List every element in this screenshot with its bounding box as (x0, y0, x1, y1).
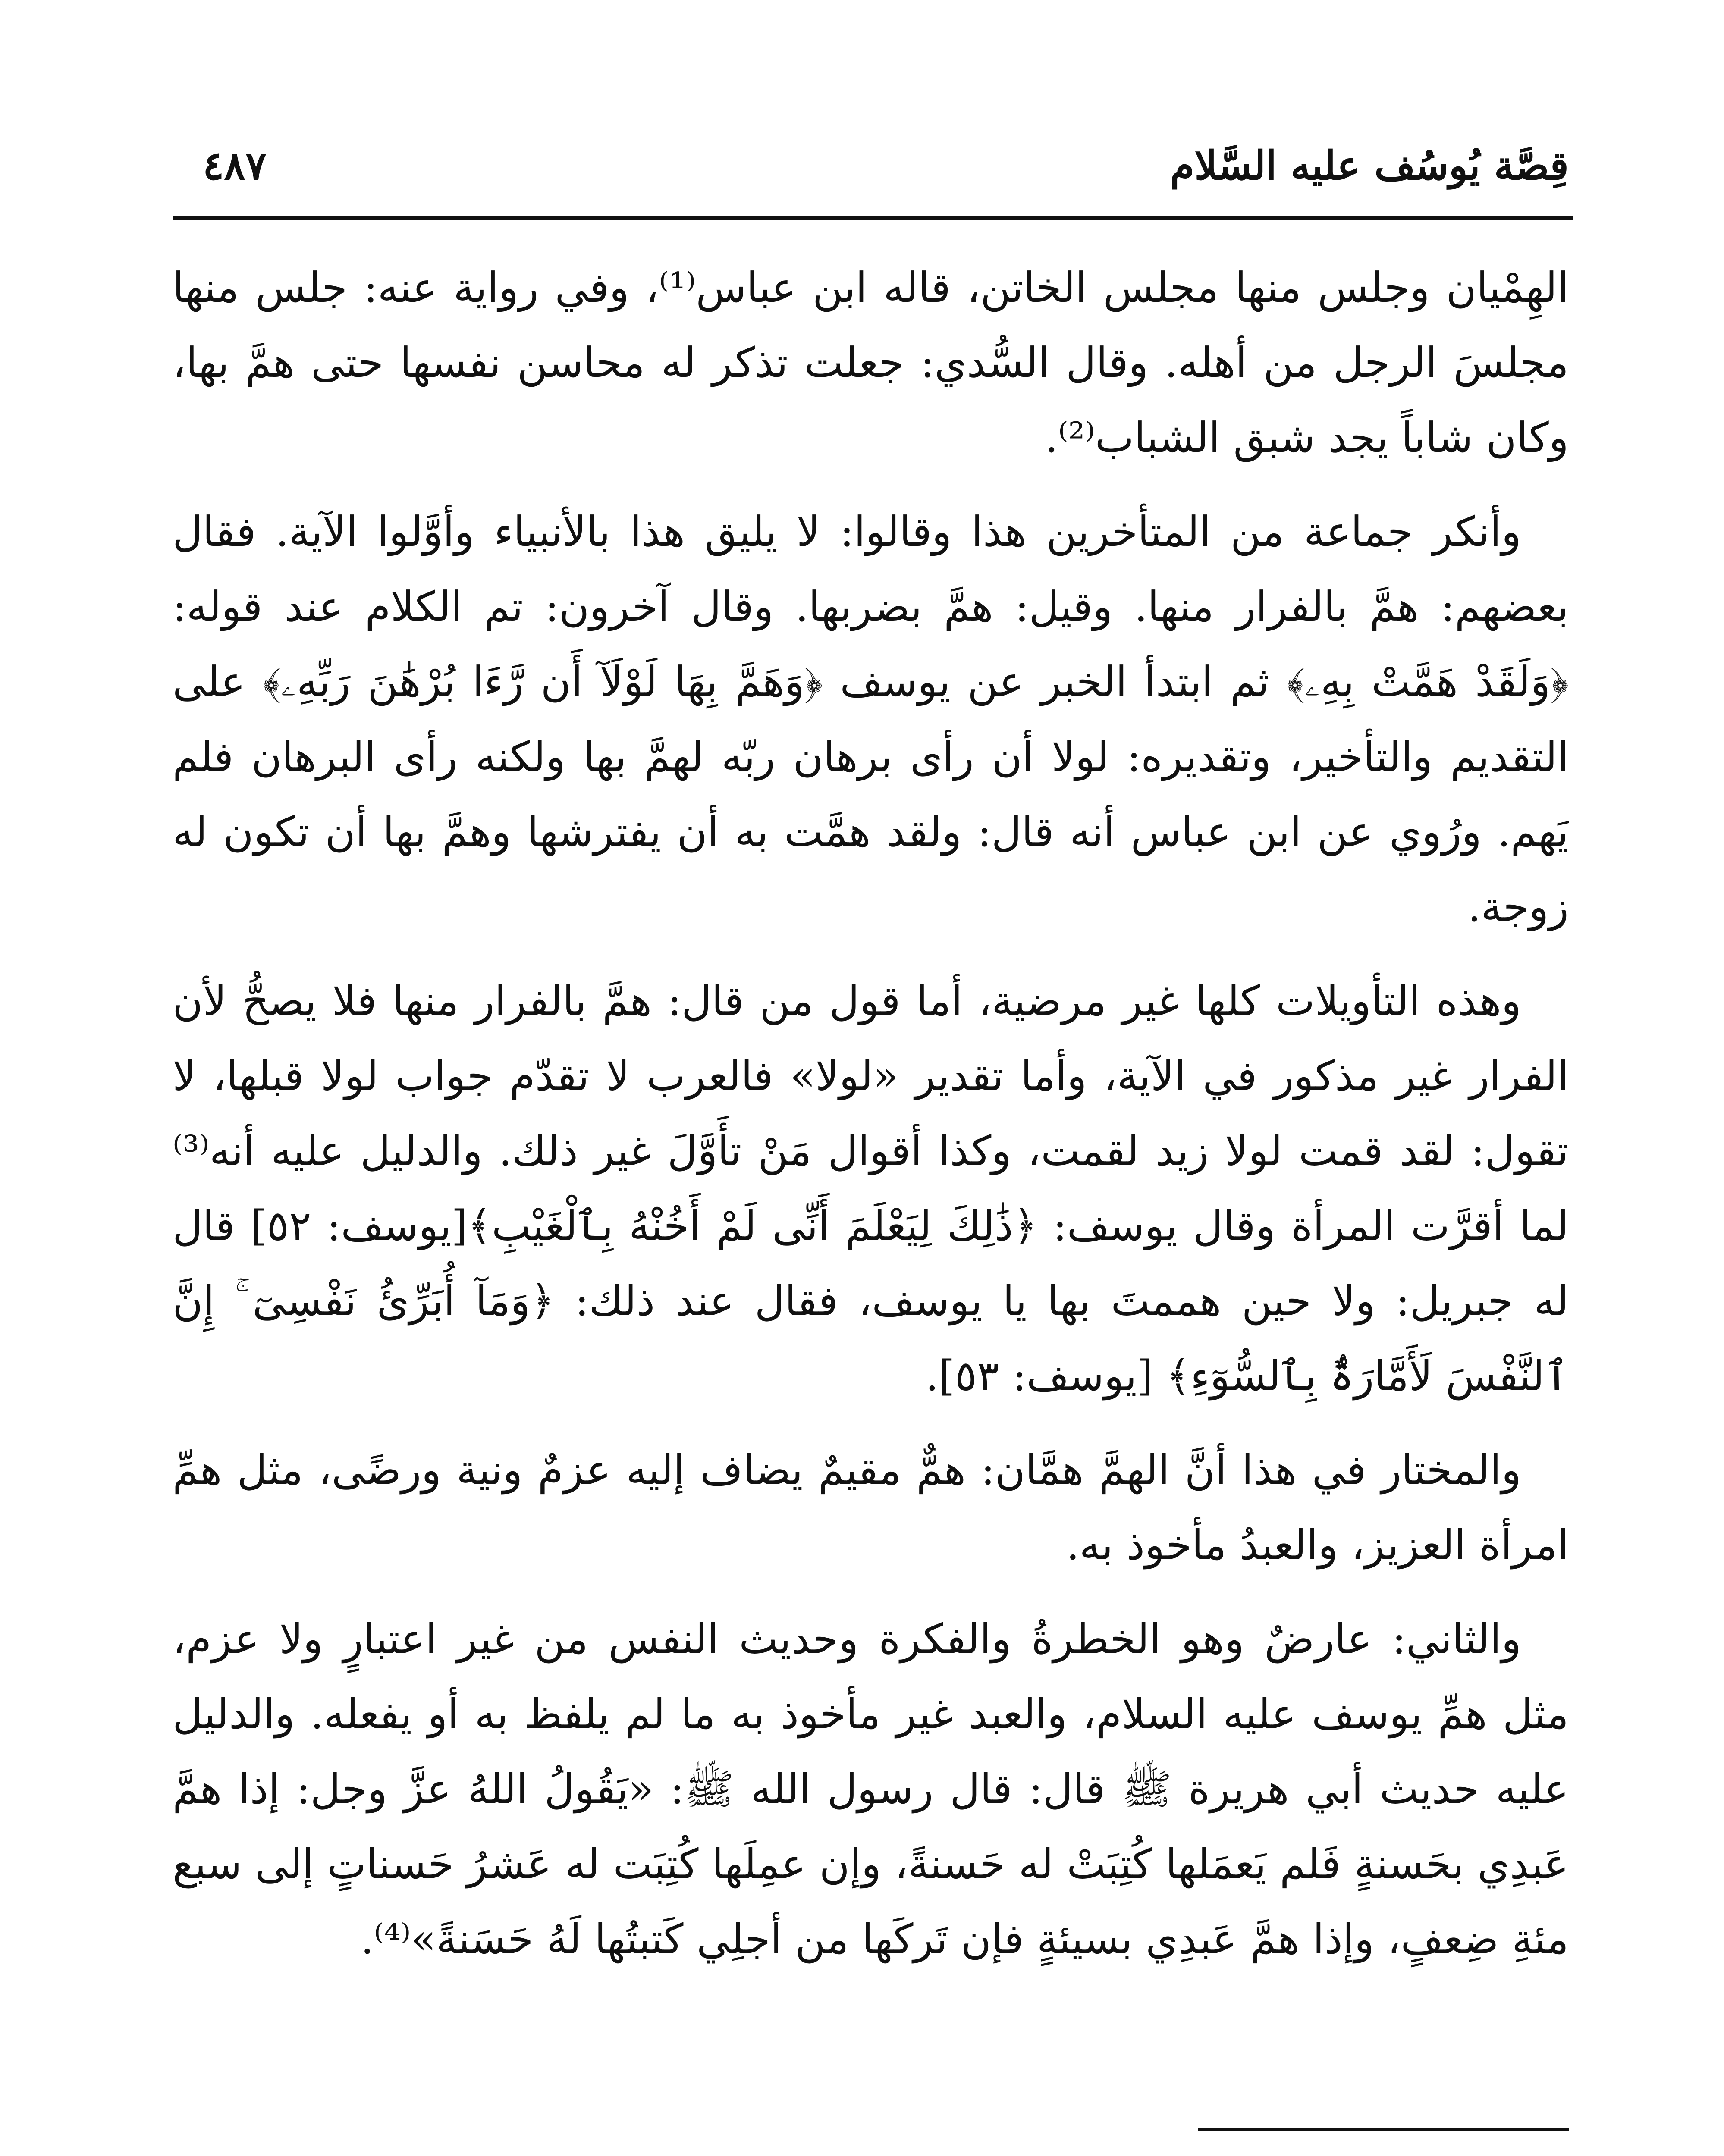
page-header (185, 138, 1569, 207)
paragraph: وأنكر جماعة من المتأخرين هذا وقالوا: لا يليق هذا بالأنبياء وأوَّلوا الآية. فقال بعضهم: همَّ بالفرار منها. وقيل: همَّ بضربها. وقال آخرون: تم الكلام عند قوله: ﴿وَلَقَدْ هَمَّتْ بِهِۦ﴾ ثم ابتدأ الخبر عن يوسف ﴿وَهَمَّ بِهَا لَوْلَآ أَن رَّءَا بُرْهَٰنَ رَبِّهِۦ﴾ على التقديم والتأخير، وتقديره: لولا أن رأى برهان ربّه لهمَّ بها ولكنه رأى البرهان فلم يَهم. ورُوي عن ابن عباس أنه قال: ولقد همَّت به أن يفترشها وهمَّ بها أن تكون له زوجة. (173, 508, 1569, 931)
running-title: قِصَّة يُوسُف عليه السَّلام (1170, 142, 1569, 189)
paragraph: والمختار في هذا أنَّ الهمَّ همَّان: همٌّ مقيمٌ يضاف إليه عزمٌ ونية ورضًى، مثل همِّ امرأة العزيز، والعبدُ مأخوذ به. (173, 1446, 1569, 1569)
page-number: ٤٨٧ (203, 142, 267, 189)
paragraph: وهذه التأويلات كلها غير مرضية، أما قول من قال: همَّ بالفرار منها فلا يصحُّ لأن الفرار غير مذكور في الآية، وأما تقدير «لولا» فالعرب لا تقدّم جواب لولا قبلها، لا تقول: لقد قمت لولا زيد لقمت، وكذا أقوال مَنْ تأَوَّلَ غير ذلك. والدليل عليه أنه⁽³⁾ لما أقرَّت المرأة وقال يوسف: ﴿ذَٰلِكَ لِيَعْلَمَ أَنِّى لَمْ أَخُنْهُ بِٱلْغَيْبِ﴾[يوسف: ٥٢] قال له جبريل: ولا حين هممتَ بها يا يوسف، فقال عند ذلك: ﴿وَمَآ أُبَرِّئُ نَفْسِىٓ ۚ إِنَّ ٱلنَّفْسَ لَأَمَّارَةٌۢ بِٱلسُّوٓءِ﴾ [يوسف: ٥٣]. (173, 977, 1569, 1400)
paragraph: والثاني: عارضٌ وهو الخطرةُ والفكرة وحديث النفس من غير اعتبارٍ ولا عزم، مثل همِّ يوسف عليه السلام، والعبد غير مأخوذ به ما لم يلفظ به أو يفعله. والدليل عليه حديث أبي هريرة ﷺ قال: قال رسول الله ﷺ: «يَقُولُ اللهُ عزَّ وجل: إذا همَّ عَبدِي بحَسنةٍ فَلم يَعمَلها كُتِبَتْ له حَسنةً، وإن عمِلَها كُتِبَت له عَشرُ حَسناتٍ إلى سبع مئةِ ضِعفٍ، وإذا همَّ عَبدِي بسيئةٍ فإن تَركَها من أجلِي كَتبتُها لَهُ حَسَنةً»⁽⁴⁾. (173, 1615, 1569, 1963)
paragraph: الهِمْيان وجلس منها مجلس الخاتن، قاله ابن عباس⁽¹⁾، وفي رواية عنه: جلس منها مجلسَ الرجل من أهله. وقال السُّدي: جعلت تذكر له محاسن نفسها حتى همَّ بها، وكان شاباً يجد شبق الشباب⁽²⁾. (173, 263, 1569, 462)
header-divider (173, 216, 1573, 220)
main-text (173, 250, 1569, 1996)
footnote-divider (1198, 2128, 1569, 2131)
